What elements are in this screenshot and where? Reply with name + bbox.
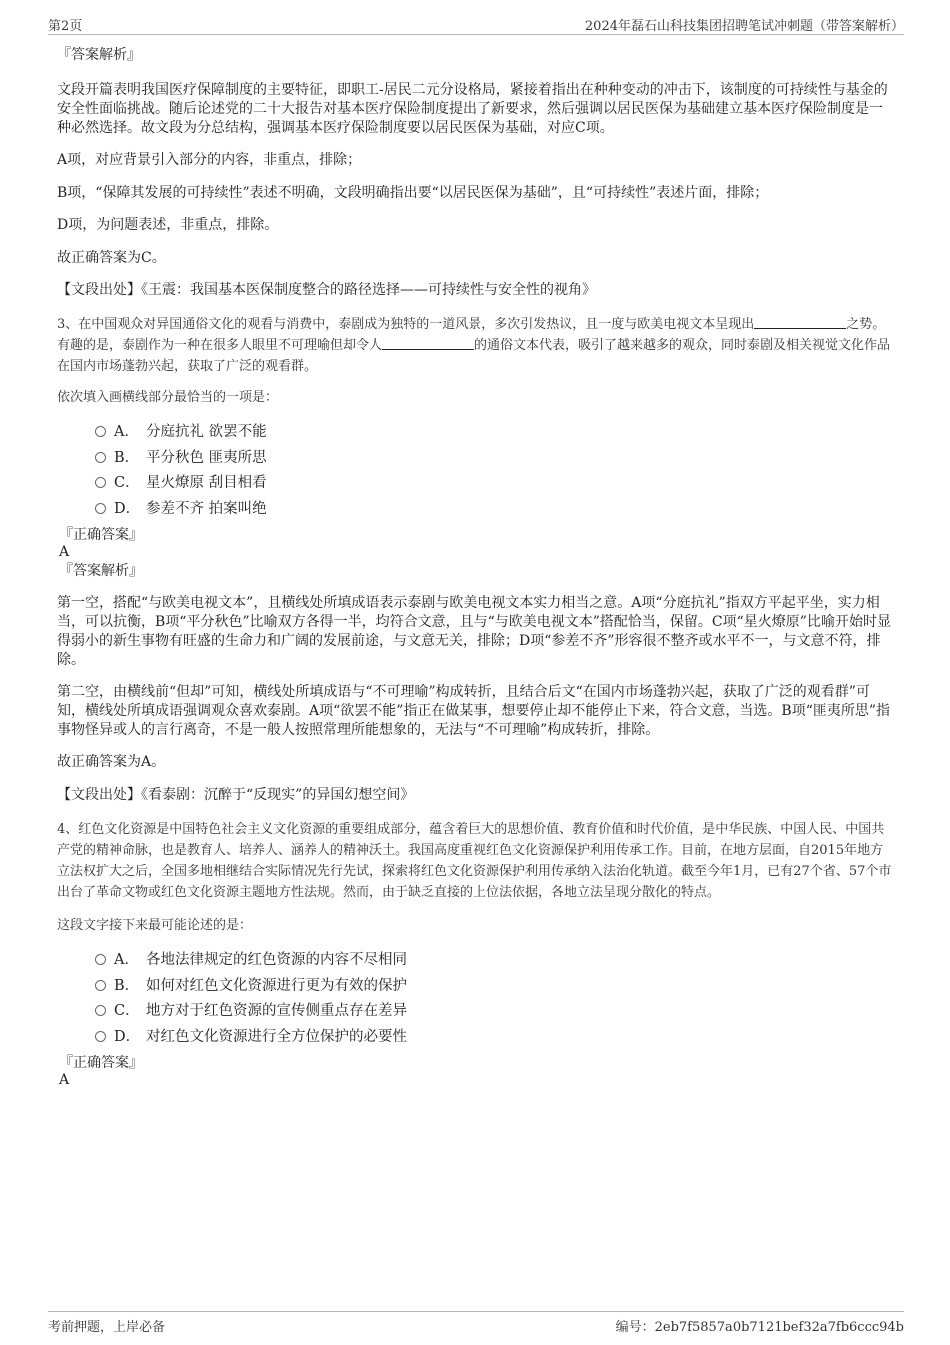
q3-source: 【文段出处】《看泰剧：沉醉于“反现实”的异国幻想空间》 [57, 787, 415, 803]
q3-answer: A [59, 544, 70, 560]
q3-option-d[interactable]: D． 参差不齐 拍案叫绝 [95, 497, 893, 523]
q3-prompt: 依次填入画横线部分最恰当的一项是： [57, 390, 279, 405]
q4-answer-tag: 『正确答案』 [59, 1055, 143, 1071]
q3-analysis-tag: 『答案解析』 [59, 563, 143, 579]
page-footer [48, 1311, 904, 1334]
radio-icon[interactable] [95, 954, 106, 965]
q4-prompt: 这段文字接下来最可能论述的是： [57, 918, 253, 933]
q4-options [95, 948, 893, 1050]
q4-option-c[interactable]: C． 地方对于红色资源的宣传侧重点存在差异 [95, 999, 893, 1025]
q3-analysis-1: 第一空，搭配“与欧美电视文本”，且横线处所填成语表示泰剧与欧美电视文本实力相当之意。A项“分庭抗礼”指双方平起平坐，实力相当，可以抗衡，B项“平分秋色”比喻双方各得一半，均符合文意，且与“与欧美电视文本”搭配恰当，保留。C项“星火燎原”比喻开始时显得弱小的新生事物有旺盛的生命力和广阔的发展前途，与文意无关，排除；D项“参差不齐”形容很不整齐或水平不一，与文意不符，排除。 [57, 595, 891, 668]
page-content [57, 46, 893, 1089]
q3-stem: 3、在中国观众对异国通俗文化的观看与消费中，泰剧成为独特的一道风景，多次引发热议，且一度与欧美电视文本呈现出 之势。有趣的是，泰剧作为一种在很多人眼里不可理喻但却令人 的通俗文本代表，吸引了越来越多的观众，同时泰剧及相关视觉文化作品在国内市场蓬勃兴起，获取了广泛的观看群。 [57, 317, 891, 374]
q3-blank-1 [754, 316, 846, 329]
q3-option-b[interactable]: B． 平分秋色 匪夷所思 [95, 446, 893, 472]
radio-icon[interactable] [95, 980, 106, 991]
q3-answer-tag: 『正确答案』 [59, 527, 143, 543]
q3-option-a[interactable]: A． 分庭抗礼 欲罢不能 [95, 420, 893, 446]
q4-answer: A [59, 1072, 70, 1088]
q3-analysis-2: 第二空，由横线前“但却”可知，横线处所填成语与“不可理喻”构成转折，且结合后文“在国内市场蓬勃兴起，获取了广泛的观看群”可知，横线处所填成语强调观众喜欢泰剧。A项“欲罢不能”指正在做某事，想要停止却不能停止下来，符合文意，当选。B项“匪夷所思”指事物怪异或人的言行离奇，不是一般人按照常理所能想象的，无法与“不可理喻”构成转折，排除。 [57, 684, 891, 738]
radio-icon[interactable] [95, 503, 106, 514]
footer-code: 编号：2eb7f5857a0b7121bef32a7fb6ccc94b [615, 1320, 904, 1335]
q2-line-a: A项，对应背景引入部分的内容，非重点，排除； [57, 152, 362, 168]
page-header [48, 14, 904, 35]
q3-options [95, 420, 893, 522]
q2-analysis-text: 文段开篇表明我国医疗保障制度的主要特征，即职工-居民二元分设格局，紧接着指出在种种变动的冲击下，该制度的可持续性与基金的安全性面临挑战。随后论述党的二十大报告对基本医疗保险制度提出了新要求，然后强调以居民医保为基础建立基本医疗保险制度是一种必然选择。故文段为分总结构，强调基本医疗保险制度要以居民医保为基础，对应C项。 [57, 82, 888, 136]
radio-icon[interactable] [95, 1005, 106, 1016]
q3-option-c[interactable]: C． 星火燎原 刮目相看 [95, 471, 893, 497]
q4-option-b[interactable]: B． 如何对红色文化资源进行更为有效的保护 [95, 974, 893, 1000]
q2-line-b: B项，“保障其发展的可持续性”表述不明确，文段明确指出要“以居民医保为基础”，且“可持续性”表述片面，排除； [57, 185, 769, 201]
q2-conclusion: 故正确答案为C。 [57, 250, 166, 266]
footer-slogan: 考前押题，上岸必备 [48, 1320, 166, 1335]
q3-conclusion: 故正确答案为A。 [57, 754, 166, 770]
q3-blank-2 [382, 337, 474, 350]
radio-icon[interactable] [95, 426, 106, 437]
radio-icon[interactable] [95, 452, 106, 463]
q4-option-a[interactable]: A． 各地法律规定的红色资源的内容不尽相同 [95, 948, 893, 974]
document-title: 2024年磊石山科技集团招聘笔试冲刺题（带答案解析） [584, 19, 904, 34]
radio-icon[interactable] [95, 1031, 106, 1042]
q4-stem: 4、红色文化资源是中国特色社会主义文化资源的重要组成部分，蕴含着巨大的思想价值、教育价值和时代价值，是中华民族、中国人民、中国共产党的精神命脉，也是教育人、培养人、涵养人的精神沃土。我国高度重视红色文化资源保护利用传承工作。目前，在地方层面，自2015年地方立法权扩大之后，全国多地相继结合实际情况先行先试，探索将红色文化资源保护利用传承纳入法治化轨道。截至今年1月，已有27个省、57个市出台了革命文物或红色文化资源主题地方性法规。然而，由于缺乏直接的上位法依据，各地立法呈现分散化的特点。 [57, 822, 892, 900]
radio-icon[interactable] [95, 477, 106, 488]
q4-option-d[interactable]: D． 对红色文化资源进行全方位保护的必要性 [95, 1025, 893, 1051]
page-number: 第2页 [48, 19, 83, 34]
q2-line-d: D项，为问题表述，非重点，排除。 [57, 217, 279, 233]
q2-analysis-tag: 『答案解析』 [57, 47, 141, 63]
q2-source: 【文段出处】《王震：我国基本医保制度整合的路径选择——可持续性与安全性的视角》 [57, 282, 596, 298]
